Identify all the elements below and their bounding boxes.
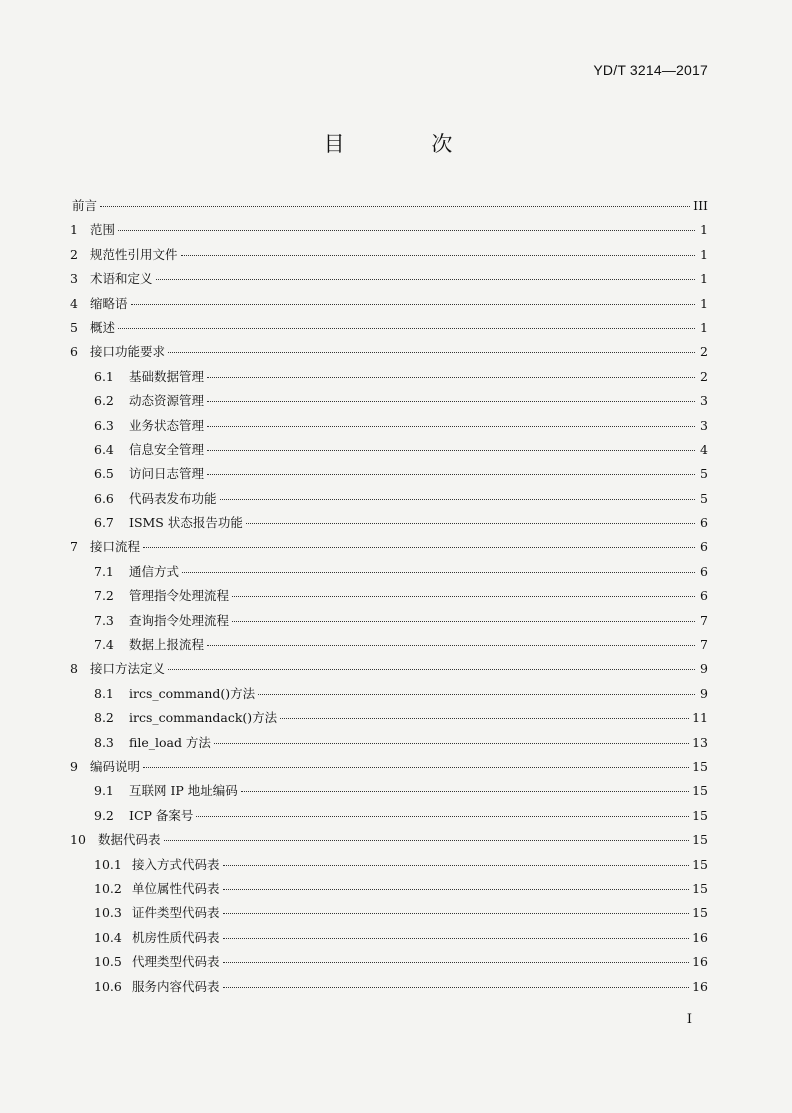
toc-entry-page: 5 bbox=[700, 490, 708, 506]
dot-leader bbox=[168, 669, 695, 670]
toc-entry-page: 1 bbox=[700, 246, 708, 262]
toc-entry-page: 1 bbox=[700, 222, 708, 238]
dot-leader bbox=[223, 913, 690, 914]
toc-entry[interactable] bbox=[70, 220, 708, 244]
toc-entry-number: 1 bbox=[70, 222, 78, 238]
toc-entry-label: ISMS 状态报告功能 bbox=[129, 515, 243, 531]
toc-entry[interactable] bbox=[70, 464, 708, 488]
toc-entry-label: 信息安全管理 bbox=[129, 441, 205, 457]
toc-entry[interactable] bbox=[70, 757, 708, 781]
toc-entry-page: 15 bbox=[692, 880, 708, 896]
dot-leader bbox=[232, 621, 695, 622]
dot-leader bbox=[207, 426, 695, 427]
dot-leader bbox=[182, 572, 695, 573]
toc-entry-page: 6 bbox=[700, 563, 708, 579]
toc-entry-number: 10 bbox=[70, 832, 86, 848]
toc-entry-label: 基础数据管理 bbox=[129, 368, 205, 384]
toc-entry-page: III bbox=[693, 198, 708, 213]
dot-leader bbox=[143, 547, 695, 548]
toc-entry-page: 1 bbox=[700, 271, 708, 287]
toc-entry-label: 概述 bbox=[90, 319, 116, 335]
dot-leader bbox=[118, 230, 695, 231]
toc-entry-label: 单位属性代码表 bbox=[132, 880, 220, 896]
toc-entry-number: 10.4 bbox=[94, 929, 122, 945]
toc-entry-page: 5 bbox=[700, 466, 708, 482]
toc-entry-label: 规范性引用文件 bbox=[90, 246, 178, 262]
dot-leader bbox=[207, 377, 695, 378]
toc-entry[interactable] bbox=[70, 440, 708, 464]
toc-entry-page: 3 bbox=[700, 417, 708, 433]
toc-entry[interactable] bbox=[70, 537, 708, 561]
table-of-contents bbox=[70, 196, 708, 1001]
toc-entry-number: 10.2 bbox=[94, 880, 122, 896]
toc-entry-page: 15 bbox=[692, 856, 708, 872]
toc-entry-number: 9 bbox=[70, 758, 78, 774]
toc-entry-page: 16 bbox=[692, 954, 708, 970]
dot-leader bbox=[246, 523, 695, 524]
toc-entry[interactable] bbox=[70, 562, 708, 586]
dot-leader bbox=[220, 499, 695, 500]
toc-entry-page: 15 bbox=[692, 783, 708, 799]
toc-entry[interactable] bbox=[70, 684, 708, 708]
toc-entry-number: 6.1 bbox=[94, 368, 114, 384]
toc-entry[interactable] bbox=[70, 513, 708, 537]
toc-entry-label: file_load 方法 bbox=[129, 734, 211, 750]
toc-entry-label: 通信方式 bbox=[129, 563, 180, 579]
dot-leader bbox=[232, 596, 695, 597]
dot-leader bbox=[258, 694, 695, 695]
dot-leader bbox=[214, 743, 689, 744]
toc-entry-label: 接口方法定义 bbox=[90, 661, 166, 677]
toc-entry[interactable] bbox=[70, 245, 708, 269]
toc-entry-label: 数据上报流程 bbox=[129, 637, 205, 653]
toc-entry-page: 6 bbox=[700, 539, 708, 555]
toc-entry-page: 16 bbox=[692, 978, 708, 994]
toc-entry-number: 5 bbox=[70, 319, 78, 335]
toc-entry-page: 7 bbox=[700, 637, 708, 653]
toc-entry-number: 8.1 bbox=[94, 685, 114, 701]
toc-entry[interactable] bbox=[70, 806, 708, 830]
toc-entry[interactable] bbox=[70, 416, 708, 440]
dot-leader bbox=[118, 328, 695, 329]
dot-leader bbox=[241, 791, 689, 792]
toc-entry-page: 15 bbox=[692, 905, 708, 921]
toc-entry-number: 10.5 bbox=[94, 954, 122, 970]
dot-leader bbox=[223, 889, 690, 890]
toc-entry-number: 10.1 bbox=[94, 856, 122, 872]
toc-entry-label: ircs_commandack()方法 bbox=[129, 710, 278, 726]
toc-entry-number: 9.1 bbox=[94, 783, 114, 799]
toc-entry-label: 访问日志管理 bbox=[129, 466, 205, 482]
toc-entry-page: 6 bbox=[700, 588, 708, 604]
toc-entry[interactable] bbox=[70, 903, 708, 927]
page-title: 目 次 bbox=[323, 132, 493, 156]
toc-entry-page: 15 bbox=[692, 807, 708, 823]
toc-entry-number: 10.6 bbox=[94, 978, 122, 994]
toc-entry-number: 3 bbox=[70, 271, 78, 287]
toc-entry-number: 7.4 bbox=[94, 637, 114, 653]
dot-leader bbox=[143, 767, 689, 768]
dot-leader bbox=[223, 865, 690, 866]
toc-entry-label: 范围 bbox=[90, 222, 116, 238]
toc-entry-label: 机房性质代码表 bbox=[132, 929, 220, 945]
toc-entry[interactable] bbox=[70, 367, 708, 391]
toc-entry-page: 9 bbox=[700, 685, 708, 701]
toc-entry[interactable] bbox=[70, 318, 708, 342]
toc-entry-label: ICP 备案号 bbox=[129, 807, 194, 823]
document-code: YD/T 3214—2017 bbox=[593, 62, 708, 78]
toc-entry[interactable] bbox=[70, 855, 708, 879]
toc-entry-page: 6 bbox=[700, 515, 708, 531]
toc-entry-page: 15 bbox=[692, 758, 708, 774]
toc-entry[interactable] bbox=[70, 781, 708, 805]
toc-entry-number: 7.3 bbox=[94, 612, 114, 628]
toc-entry[interactable] bbox=[70, 928, 708, 952]
dot-leader bbox=[207, 450, 695, 451]
toc-entry-number: 6.3 bbox=[94, 417, 114, 433]
toc-entry-number: 4 bbox=[70, 295, 78, 311]
toc-entry[interactable] bbox=[70, 489, 708, 513]
dot-leader bbox=[168, 352, 695, 353]
toc-entry-number: 8 bbox=[70, 661, 78, 677]
dot-leader bbox=[280, 718, 689, 719]
toc-entry-page: 7 bbox=[700, 612, 708, 628]
toc-entry-page: 2 bbox=[700, 368, 708, 384]
dot-leader bbox=[223, 987, 690, 988]
toc-entry-label: 数据代码表 bbox=[98, 832, 161, 848]
toc-entry-number: 7 bbox=[70, 539, 78, 555]
dot-leader bbox=[100, 206, 690, 207]
toc-entry[interactable] bbox=[70, 586, 708, 610]
toc-entry[interactable] bbox=[70, 977, 708, 1001]
dot-leader bbox=[207, 401, 695, 402]
toc-entry[interactable] bbox=[70, 659, 708, 683]
toc-entry-number: 6 bbox=[70, 344, 78, 360]
toc-entry-label: 接口流程 bbox=[90, 539, 141, 555]
dot-leader bbox=[181, 255, 695, 256]
toc-entry-page: 16 bbox=[692, 929, 708, 945]
toc-entry-label: ircs_command()方法 bbox=[129, 685, 256, 701]
toc-entry-number: 6.4 bbox=[94, 441, 114, 457]
toc-entry-page: 11 bbox=[692, 710, 708, 726]
dot-leader bbox=[156, 279, 695, 280]
toc-entry[interactable] bbox=[70, 611, 708, 635]
dot-leader bbox=[207, 474, 695, 475]
toc-entry-page: 2 bbox=[700, 344, 708, 360]
dot-leader bbox=[164, 840, 690, 841]
toc-entry-page: 3 bbox=[700, 393, 708, 409]
toc-entry-label: 接口功能要求 bbox=[90, 344, 166, 360]
toc-entry-page: 1 bbox=[700, 319, 708, 335]
dot-leader bbox=[223, 938, 690, 939]
dot-leader bbox=[207, 645, 695, 646]
toc-entry-label: 互联网 IP 地址编码 bbox=[129, 783, 238, 799]
toc-entry-label: 证件类型代码表 bbox=[132, 905, 220, 921]
toc-entry-number: 9.2 bbox=[94, 807, 114, 823]
toc-entry[interactable] bbox=[70, 294, 708, 318]
toc-entry-page: 13 bbox=[692, 734, 708, 750]
toc-entry-number: 7.2 bbox=[94, 588, 114, 604]
toc-entry-label: 接入方式代码表 bbox=[132, 856, 220, 872]
toc-entry[interactable] bbox=[70, 733, 708, 757]
toc-entry-number: 10.3 bbox=[94, 905, 122, 921]
toc-entry-label: 业务状态管理 bbox=[129, 417, 205, 433]
toc-entry-label: 缩略语 bbox=[90, 295, 128, 311]
toc-entry-label: 编码说明 bbox=[90, 758, 141, 774]
dot-leader bbox=[223, 962, 690, 963]
toc-entry-label: 代理类型代码表 bbox=[132, 954, 220, 970]
toc-entry-label: 管理指令处理流程 bbox=[129, 588, 230, 604]
toc-entry[interactable] bbox=[70, 952, 708, 976]
toc-entry-number: 2 bbox=[70, 246, 78, 262]
toc-entry-page: 15 bbox=[692, 832, 708, 848]
toc-entry-page: 4 bbox=[700, 441, 708, 457]
toc-entry-label: 动态资源管理 bbox=[129, 393, 205, 409]
toc-entry-number: 6.5 bbox=[94, 466, 114, 482]
toc-entry[interactable] bbox=[70, 342, 708, 366]
toc-entry[interactable] bbox=[70, 196, 708, 220]
toc-entry-number: 8.2 bbox=[94, 710, 114, 726]
toc-entry[interactable] bbox=[70, 635, 708, 659]
toc-entry[interactable] bbox=[70, 391, 708, 415]
toc-entry[interactable] bbox=[70, 708, 708, 732]
page-number: I bbox=[686, 1012, 692, 1027]
dot-leader bbox=[131, 304, 695, 305]
toc-entry[interactable] bbox=[70, 830, 708, 854]
toc-entry-number: 6.6 bbox=[94, 490, 114, 506]
toc-entry[interactable] bbox=[70, 879, 708, 903]
toc-entry-label: 查询指令处理流程 bbox=[129, 612, 230, 628]
toc-entry-number: 6.2 bbox=[94, 393, 114, 409]
toc-entry-number: 6.7 bbox=[94, 515, 114, 531]
toc-entry-page: 1 bbox=[700, 295, 708, 311]
dot-leader bbox=[196, 816, 689, 817]
toc-entry-label: 术语和定义 bbox=[90, 271, 153, 287]
toc-entry-number: 7.1 bbox=[94, 563, 114, 579]
toc-entry-page: 9 bbox=[700, 661, 708, 677]
toc-entry-label: 服务内容代码表 bbox=[132, 978, 220, 994]
toc-entry-label: 代码表发布功能 bbox=[129, 490, 217, 506]
toc-entry-label: 前言 bbox=[72, 198, 98, 213]
toc-entry-number: 8.3 bbox=[94, 734, 114, 750]
toc-entry[interactable] bbox=[70, 269, 708, 293]
